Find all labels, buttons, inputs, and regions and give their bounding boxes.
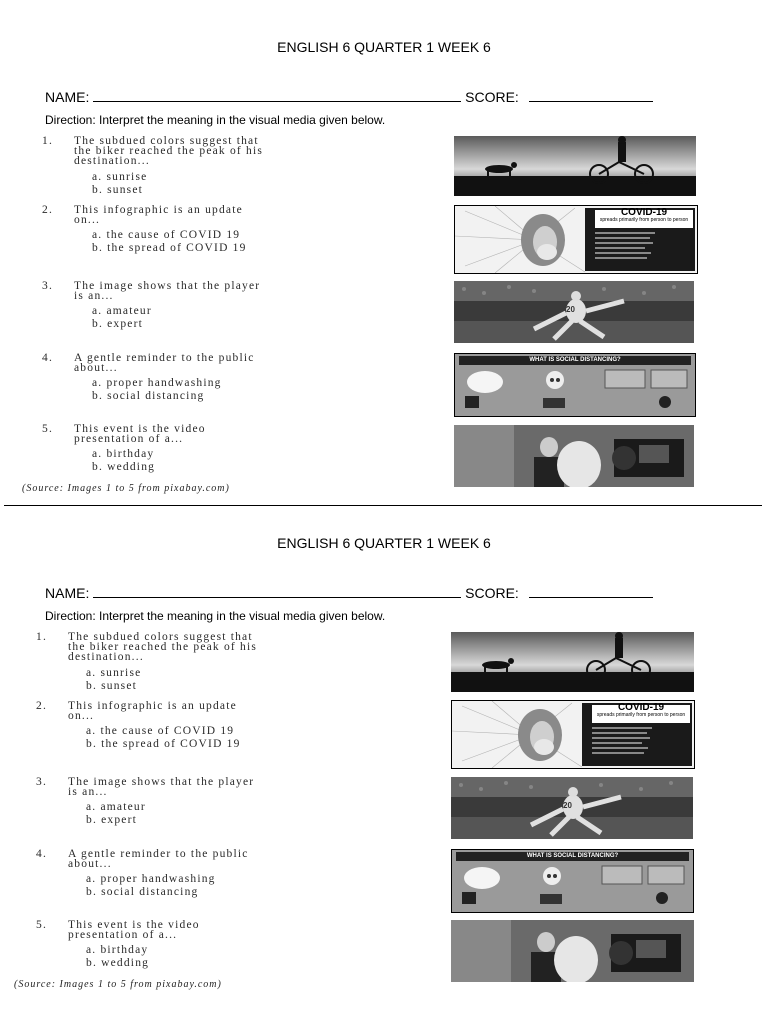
question-2 xyxy=(36,701,388,751)
option-b[interactable]: b. wedding xyxy=(86,957,150,969)
baseball-pitcher-photo xyxy=(454,281,694,343)
question-text: The subdued colors suggest that xyxy=(68,631,253,643)
option-a[interactable]: a. birthday xyxy=(92,448,155,460)
question-text: The image shows that the player xyxy=(74,280,261,292)
option-b[interactable]: b. social distancing xyxy=(86,886,199,898)
question-text: This infographic is an update xyxy=(74,204,243,216)
score-blank[interactable] xyxy=(529,585,653,598)
option-b[interactable]: b. expert xyxy=(92,318,144,330)
name-score-line xyxy=(45,89,653,105)
option-a[interactable]: a. the cause of COVID 19 xyxy=(86,725,235,737)
option-a[interactable]: a. amateur xyxy=(92,305,152,317)
question-text: The subdued colors suggest that xyxy=(74,135,259,147)
question-text: is an... xyxy=(74,290,114,302)
question-5 xyxy=(42,424,394,474)
question-number: 5. xyxy=(42,423,54,435)
question-4 xyxy=(42,353,394,403)
question-text: about... xyxy=(68,858,112,870)
question-1 xyxy=(36,632,388,693)
question-text: on... xyxy=(68,710,95,722)
wedding-video-camera-photo xyxy=(454,425,694,487)
covid-19-sneeze-infographic xyxy=(454,205,698,274)
question-number: 2. xyxy=(42,204,54,216)
question-text: on... xyxy=(74,214,101,226)
silhouette-biker-dog-photo xyxy=(451,632,694,692)
question-number: 3. xyxy=(36,776,48,788)
option-b[interactable]: b. sunset xyxy=(86,680,138,692)
option-a[interactable]: a. sunrise xyxy=(92,171,148,183)
question-number: 3. xyxy=(42,280,54,292)
covid-infographic-title: COVID-19 xyxy=(620,207,668,218)
worksheet-title: ENGLISH 6 QUARTER 1 WEEK 6 xyxy=(277,535,491,551)
image-source-note: (Source: Images 1 to 5 from pixabay.com) xyxy=(14,979,222,990)
direction-text: Direction: Interpret the meaning in the visual media given below. xyxy=(45,609,386,623)
question-number: 1. xyxy=(42,135,54,147)
question-5 xyxy=(36,920,388,970)
question-text: This infographic is an update xyxy=(68,700,237,712)
option-a[interactable]: a. proper handwashing xyxy=(92,377,222,389)
name-label: NAME: xyxy=(45,585,90,601)
option-b[interactable]: b. sunset xyxy=(92,184,144,196)
player-jersey-number: 20 xyxy=(563,801,572,810)
name-score-line xyxy=(45,585,653,601)
option-a[interactable]: a. birthday xyxy=(86,944,149,956)
question-text: presentation of a... xyxy=(68,929,178,941)
social-distancing-infographic xyxy=(454,353,696,417)
direction-text: Direction: Interpret the meaning in the visual media given below. xyxy=(45,113,386,127)
question-text: is an... xyxy=(68,786,108,798)
covid-infographic-subtitle: spreads primarily from person to person xyxy=(599,217,689,223)
silhouette-biker-dog-photo xyxy=(454,136,696,196)
question-number: 1. xyxy=(36,631,48,643)
option-a[interactable]: a. amateur xyxy=(86,801,146,813)
score-blank[interactable] xyxy=(529,89,653,102)
score-label: SCORE: xyxy=(465,89,519,105)
covid-19-sneeze-infographic xyxy=(451,700,695,769)
option-a[interactable]: a. sunrise xyxy=(86,667,142,679)
covid-infographic-title: COVID-19 xyxy=(617,702,665,713)
question-3 xyxy=(36,777,388,827)
question-number: 4. xyxy=(36,848,48,860)
question-2 xyxy=(42,205,394,255)
baseball-pitcher-photo xyxy=(451,777,693,839)
covid-infographic-subtitle: spreads primarily from person to person xyxy=(596,712,686,718)
question-text: This event is the video xyxy=(68,919,200,931)
worksheet-title: ENGLISH 6 QUARTER 1 WEEK 6 xyxy=(277,39,491,55)
social-distancing-infographic xyxy=(451,849,694,913)
image-source-note: (Source: Images 1 to 5 from pixabay.com) xyxy=(22,483,230,494)
name-blank[interactable] xyxy=(93,585,461,598)
question-text: destination... xyxy=(68,651,144,663)
question-text: destination... xyxy=(74,155,150,167)
option-a[interactable]: a. proper handwashing xyxy=(86,873,216,885)
question-4 xyxy=(36,849,388,899)
question-text: A gentle reminder to the public xyxy=(68,848,249,860)
question-text: the biker reached the peak of his xyxy=(74,145,264,157)
social-distancing-title: WHAT IS SOCIAL DISTANCING? xyxy=(529,357,621,363)
worksheet-copy-2 xyxy=(0,496,768,1008)
option-b[interactable]: b. the spread of COVID 19 xyxy=(86,738,241,750)
score-label: SCORE: xyxy=(465,585,519,601)
question-number: 5. xyxy=(36,919,48,931)
question-text: the biker reached the peak of his xyxy=(68,641,258,653)
question-text: presentation of a... xyxy=(74,433,184,445)
wedding-video-camera-photo xyxy=(451,920,694,982)
option-a[interactable]: a. the cause of COVID 19 xyxy=(92,229,241,241)
social-distancing-title: WHAT IS SOCIAL DISTANCING? xyxy=(526,853,619,859)
player-jersey-number: 20 xyxy=(566,305,575,314)
question-number: 4. xyxy=(42,352,54,364)
question-3 xyxy=(42,281,394,331)
name-blank[interactable] xyxy=(93,89,461,102)
question-number: 2. xyxy=(36,700,48,712)
question-text: The image shows that the player xyxy=(68,776,255,788)
question-text: This event is the video xyxy=(74,423,206,435)
question-text: about... xyxy=(74,362,118,374)
question-text: A gentle reminder to the public xyxy=(74,352,255,364)
question-1 xyxy=(42,136,394,197)
name-label: NAME: xyxy=(45,89,90,105)
option-b[interactable]: b. wedding xyxy=(92,461,156,473)
option-b[interactable]: b. expert xyxy=(86,814,138,826)
option-b[interactable]: b. social distancing xyxy=(92,390,205,402)
option-b[interactable]: b. the spread of COVID 19 xyxy=(92,242,247,254)
